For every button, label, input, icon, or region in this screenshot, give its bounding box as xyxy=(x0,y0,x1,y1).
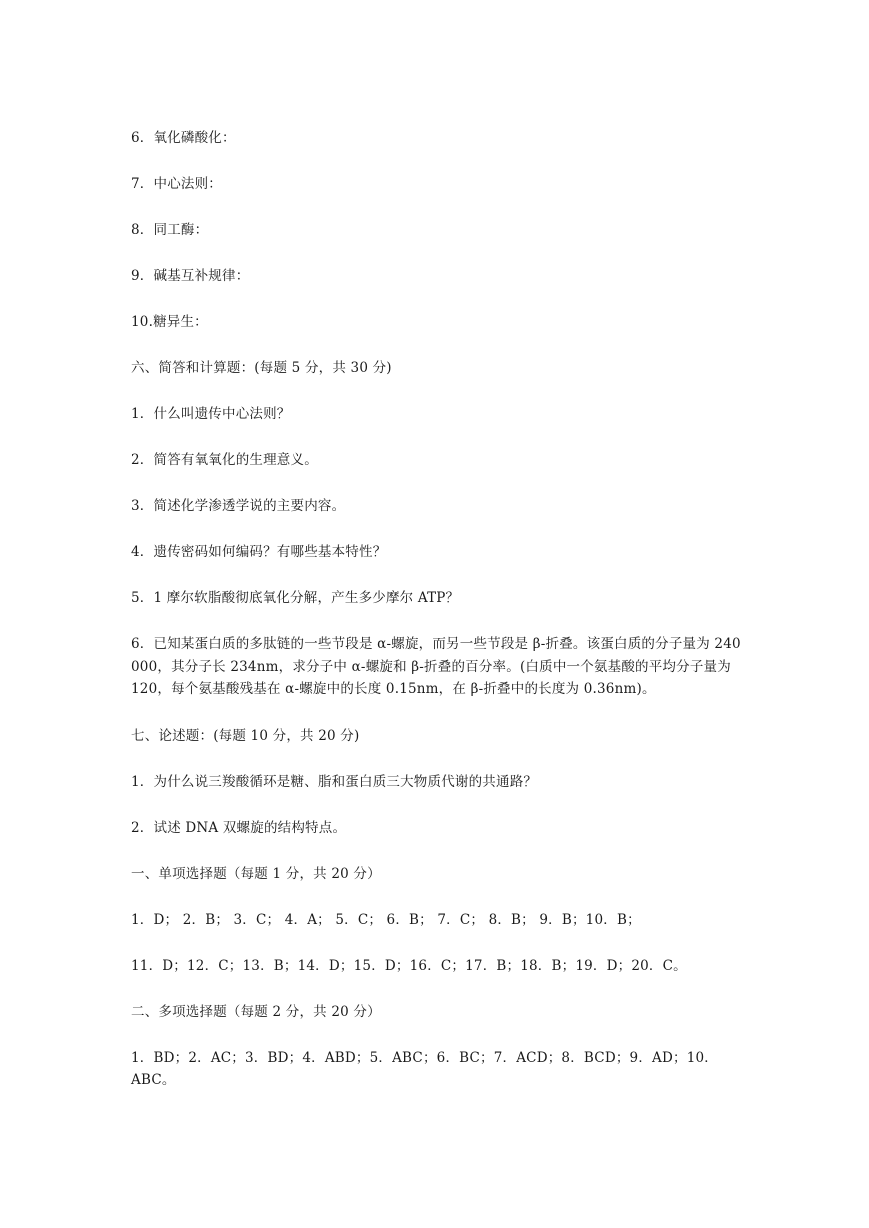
question-4: 4．遗传密码如何编码？有哪些基本特性？ xyxy=(131,544,387,560)
section-heading-multi-choice-answers: 二、多项选择题（每题 2 分，共 20 分） xyxy=(131,1003,381,1020)
section-heading-essay: 七、论述题：(每题 10 分，共 20 分) xyxy=(131,727,360,744)
answers-multi-choice: 1．BD；2．AC；3．BD；4．ABD；5．ABC；6．BC；7．ACD；8．BCD；9．AD；10．ABC。 xyxy=(131,1049,718,1088)
question-6: 6．已知某蛋白质的多肽链的一些节段是 α-螺旋，而另一些节段是 β-折叠。该蛋白质的分子量为 240 000，其分子长 234nm，求分子中 α-螺旋和 β-折叠的百分率。(白质中一个氨基酸的平均分子量为 120，每个氨基酸残基在 α-螺旋中的长度 0.15nm，在 β-折叠中的长度为 0.36nm)。 xyxy=(131,636,746,697)
term-base-pairing: 9．碱基互补规律： xyxy=(131,268,250,284)
question-5: 5．1 摩尔软脂酸彻底氧化分解，产生多少摩尔 ATP？ xyxy=(131,590,460,606)
term-isozyme: 8．同工酶： xyxy=(131,222,209,238)
term-oxidative-phosphorylation: 6．氧化磷酸化： xyxy=(131,130,236,146)
question-1: 1．什么叫遗传中心法则？ xyxy=(131,406,291,422)
section-heading-short-answer: 六、简答和计算题：(每题 5 分，共 30 分) xyxy=(131,360,392,376)
question-2: 2．简答有氧氧化的生理意义。 xyxy=(131,452,318,468)
essay-question-2: 2．试述 DNA 双螺旋的结构特点。 xyxy=(131,819,347,836)
document-body xyxy=(131,127,751,1115)
answers-line-1: 1．D； 2．B； 3．C； 4．A； 5．C； 6．B； 7．C； 8．B； 9．B；10．B； xyxy=(131,911,641,928)
essay-question-1: 1．为什么说三羧酸循环是糖、脂和蛋白质三大物质代谢的共通路？ xyxy=(131,773,538,790)
term-gluconeogenesis: 10.糖异生： xyxy=(131,314,208,330)
section-heading-single-choice-answers: 一、单项选择题（每题 1 分，共 20 分） xyxy=(131,865,381,882)
term-central-dogma: 7．中心法则： xyxy=(131,176,222,192)
answers-line-2: 11．D；12．C；13．B；14．D；15．D；16．C；17．B；18．B；19．D；20．C。 xyxy=(131,957,687,974)
question-3: 3．简述化学渗透学说的主要内容。 xyxy=(131,498,346,514)
